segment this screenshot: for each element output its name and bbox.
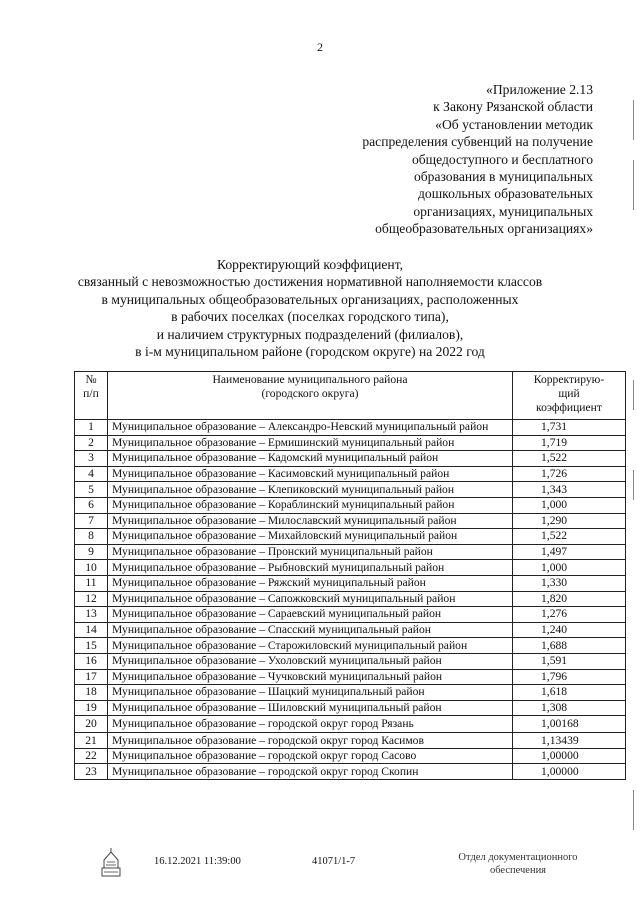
row-value: 1,276 (513, 607, 626, 623)
row-num: 12 (75, 591, 108, 607)
table-row (75, 700, 626, 716)
appendix-line: общеобразовательных организациях» (375, 221, 593, 237)
row-value: 1,00000 (513, 764, 626, 780)
emblem-icon (100, 846, 122, 878)
row-value: 1,00000 (513, 748, 626, 764)
row-num: 5 (75, 482, 108, 498)
table-row (75, 716, 626, 733)
row-num: 11 (75, 575, 108, 591)
table-row (75, 435, 626, 451)
row-name: Муниципальное образование – Шиловский муниципальный район (108, 700, 513, 716)
header-num: № п/п (75, 372, 108, 420)
table-row (75, 748, 626, 764)
row-name: Муниципальное образование – Ряжский муниципальный район (108, 575, 513, 591)
row-name: Муниципальное образование – Спасский муниципальный район (108, 622, 513, 638)
margin-scan-mark (633, 100, 634, 140)
footer-dept-line: Отдел документационного (458, 852, 578, 863)
margin-scan-mark (633, 160, 634, 210)
row-value: 1,497 (513, 544, 626, 560)
row-name: Муниципальное образование – городской округ город Сасово (108, 748, 513, 764)
row-name: Муниципальное образование – Сапожковский муниципальный район (108, 591, 513, 607)
appendix-line: организациях, муниципальных (413, 203, 593, 219)
row-num: 9 (75, 544, 108, 560)
row-value: 1,820 (513, 591, 626, 607)
row-value: 1,13439 (513, 733, 626, 749)
title-line: Корректирующий коэффициент, (216, 257, 404, 272)
header-coefficient: Корректирую- щий коэффициент (513, 372, 626, 420)
table-row (75, 685, 626, 701)
table-row (75, 544, 626, 560)
header-name: Наименование муниципального района (городского округа) (108, 372, 513, 420)
table-row (75, 669, 626, 685)
row-num: 13 (75, 607, 108, 623)
row-num: 22 (75, 748, 108, 764)
row-value: 1,796 (513, 669, 626, 685)
row-value: 1,591 (513, 653, 626, 669)
row-num: 19 (75, 700, 108, 716)
row-value: 1,731 (513, 420, 626, 436)
document-title (50, 256, 570, 360)
row-value: 1,240 (513, 622, 626, 638)
row-num: 18 (75, 685, 108, 701)
row-name: Муниципальное образование – Александро-Невский муниципальный район (108, 420, 513, 436)
row-value: 1,688 (513, 638, 626, 654)
row-num: 3 (75, 451, 108, 467)
table-row (75, 733, 626, 749)
table-header-row (75, 372, 626, 420)
appendix-line: «Об установлении методик (435, 116, 593, 132)
row-num: 20 (75, 716, 108, 733)
row-value: 1,726 (513, 466, 626, 482)
row-name: Муниципальное образование – Милославский муниципальный район (108, 513, 513, 529)
title-line: в рабочих поселках (поселках городского типа), (171, 309, 449, 325)
row-name: Муниципальное образование – городской округ город Касимов (108, 733, 513, 749)
row-name: Муниципальное образование – Михайловский муниципальный район (108, 529, 513, 545)
row-value: 1,522 (513, 451, 626, 467)
row-name: Муниципальное образование – Старожиловский муниципальный район (108, 638, 513, 654)
appendix-line: к Закону Рязанской области (433, 99, 593, 115)
row-value: 1,343 (513, 482, 626, 498)
row-name: Муниципальное образование – Сараевский муниципальный район (108, 607, 513, 623)
row-name: Муниципальное образование – Рыбновский муниципальный район (108, 560, 513, 576)
table-row (75, 607, 626, 623)
row-num: 1 (75, 420, 108, 436)
row-num: 21 (75, 733, 108, 749)
table-row (75, 575, 626, 591)
row-num: 15 (75, 638, 108, 654)
row-num: 4 (75, 466, 108, 482)
table-row (75, 591, 626, 607)
title-line: связанный с невозможностью достижения нормативной наполняемости классов (77, 274, 543, 290)
title-line: в муниципальных общеобразовательных организациях, расположенных (101, 291, 519, 307)
title-line: и наличием структурных подразделений (филиалов), (156, 326, 464, 342)
row-num: 2 (75, 435, 108, 451)
row-num: 6 (75, 497, 108, 513)
table-row (75, 451, 626, 467)
appendix-line: общедоступного и бесплатного (411, 151, 593, 167)
footer-department (448, 851, 588, 877)
table-row (75, 497, 626, 513)
table-row (75, 653, 626, 669)
row-value: 1,522 (513, 529, 626, 545)
page-number: 2 (317, 40, 323, 54)
row-num: 8 (75, 529, 108, 545)
row-num: 17 (75, 669, 108, 685)
margin-scan-mark (633, 380, 634, 410)
row-value: 1,308 (513, 700, 626, 716)
appendix-line: образования в муниципальных (413, 169, 593, 185)
row-name: Муниципальное образование – Кораблинский муниципальный район (108, 497, 513, 513)
footer-doc-number: 41071/1-7 (312, 856, 356, 867)
table-row (75, 482, 626, 498)
appendix-line: распределения субвенций на получение (362, 134, 593, 150)
margin-scan-mark (633, 790, 634, 830)
row-name: Муниципальное образование – Кадомский муниципальный район (108, 451, 513, 467)
footer-date: 16.12.2021 11:39:00 (154, 856, 241, 867)
table-row (75, 513, 626, 529)
coefficient-table (74, 371, 626, 780)
row-num: 10 (75, 560, 108, 576)
table-row (75, 529, 626, 545)
row-name: Муниципальное образование – Ермишинский муниципальный район (108, 435, 513, 451)
row-name: Муниципальное образование – Пронский муниципальный район (108, 544, 513, 560)
row-name: Муниципальное образование – городской округ город Рязань (108, 716, 513, 733)
row-num: 16 (75, 653, 108, 669)
row-value: 1,719 (513, 435, 626, 451)
row-value: 1,290 (513, 513, 626, 529)
row-name: Муниципальное образование – Ухоловский муниципальный район (108, 653, 513, 669)
footer-dept-line: обеспечения (489, 865, 547, 876)
appendix-line: дошкольных образовательных (417, 186, 593, 202)
row-num: 23 (75, 764, 108, 780)
title-line: в i-м муниципальном районе (городском округе) на 2022 год (135, 344, 485, 360)
row-value: 1,00168 (513, 716, 626, 733)
appendix-header (293, 81, 593, 238)
row-value: 1,000 (513, 560, 626, 576)
table-row (75, 420, 626, 436)
table-row (75, 466, 626, 482)
row-name: Муниципальное образование – Шацкий муниципальный район (108, 685, 513, 701)
row-name: Муниципальное образование – Клепиковский муниципальный район (108, 482, 513, 498)
row-value: 1,000 (513, 497, 626, 513)
table-row (75, 764, 626, 780)
row-name: Муниципальное образование – Чучковский муниципальный район (108, 669, 513, 685)
appendix-line: «Приложение 2.13 (486, 82, 593, 97)
table-row (75, 622, 626, 638)
row-value: 1,618 (513, 685, 626, 701)
table-row (75, 638, 626, 654)
row-name: Муниципальное образование – городской округ город Скопин (108, 764, 513, 780)
row-name: Муниципальное образование – Касимовский муниципальный район (108, 466, 513, 482)
row-value: 1,330 (513, 575, 626, 591)
row-num: 14 (75, 622, 108, 638)
table-row (75, 560, 626, 576)
margin-scan-mark (633, 470, 634, 500)
row-num: 7 (75, 513, 108, 529)
